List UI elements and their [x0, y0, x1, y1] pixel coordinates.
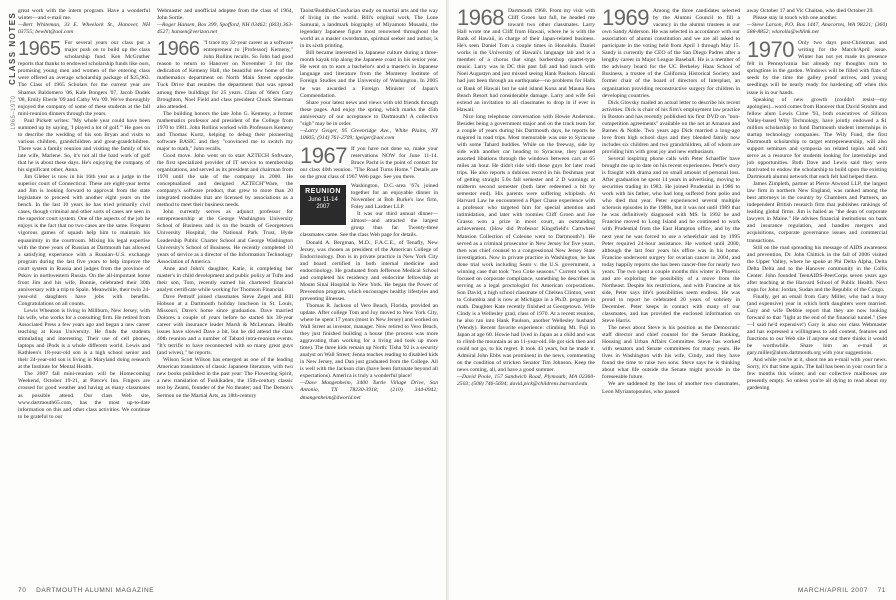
note-paragraph: Jim Gleber is now in his 16th year as a judge in the superior court of Connecticut. These are eight-year terms and Jim is looking forward to approval from the state legislature to proceed with another eight years on the bench. In the last 10 years he has tried primarily civil cases, though criminal and other sorts of cases are seen in the superior court system. One of the aspects of the job he enjoys is the fact that no two cases are the same. Frequent vigorous games of squash help him to maintain his equanimity in the courtroom. Mixing his legal expertise with the three years of Russian at Dartmouth has allowed a satisfying experience with a Russian–U.S. exchange program during the last five years to help improve the court system in Russia and judges from the province of Pskov in northwestern Russia. On the all-important home front Jim and his wife, Bonnie, celebrated their 30th anniversary with a trip to Spain. Meanwhile, their twin 24-year-old daughters have jobs with benefits. Congratulations on all counts.	[18, 174, 150, 307]
col-intro: Webmaster and unofficial adoptee from the class of 1964, John Sortie.	[157, 8, 293, 22]
note-paragraph: The news about Steve is his position as the Democratic staff director and chief counsel for the Senate Banking, Housing and Urban Affairs Committee. Steve has worked with senators and Senate committees for many years. He lives in Washington with his wife, Cindy, and they have found the time to raise two sons. Steve says he is thinking about what life outside the Senate might provide in the foreseeable future.	[602, 325, 740, 381]
class-secretary-signature: —Larry Geiger, 95 Greenridge Ave., White Plains, NY 10605; (914) 761-2709; lgeiger@aol.com	[300, 127, 438, 141]
note-paragraph: Please stay in touch with one another.	[753, 15, 838, 22]
class-year-heading: 1968	[457, 8, 504, 30]
right-col-1	[457, 8, 595, 576]
note-paragraph: It was our third annual dinner—almost—and attracted the largest group thus far. Twenty-three classmates came. See the class Web page for details.	[300, 211, 438, 239]
reunion-badge	[300, 185, 346, 225]
class-year-heading: 1967	[300, 142, 347, 168]
note-paragraph: Still on the road spreading his message of AIDS awareness and prevention, Dr. John Chittick in the fall of 2006 visited the Upper Valley, where he spoke at Phi Delta Alpha, Delta Delta Delta and to the Hanover community in the Collis Center. John founded TeenAIDS-PeerCorps seven years ago after teaching at the Harvard School of Public Health. Next stops for John: Jordan, Sudan and the Republic of the Congo.	[747, 244, 887, 293]
class-secretary-signature: —Bert Whiteman, 33 E. Wheelock St., Hanover, NH 03755; bewhit@aol.com	[18, 22, 150, 36]
right-col-3	[747, 8, 887, 576]
note-paragraph: Lewis Wheaton is living in Millburn, New Jersey, with his wife, who works for a consulting firm. He retired from Associated Press a few years ago and began a new career teaching at Kean University. He finds the students stimulating and interesting. Their use of cell phones, laptops and iPods is a whole different world. Lewis and Kathleen's 18-year-old son is a high school senior and their 24-year-old son is living in Maryland doing research at the Institute for Mental Health.	[18, 307, 150, 371]
note-paragraph: John currently serves as adjunct professor for entrepreneurship at the George Washington University School of Business and is on the boards of Georgetown University Hospital, the National Park Trust, Hyde Leadership Public Charter School and George Washington University's School of Business. He recently completed 10 years of service as a director of the Information Technology Association of America.	[157, 209, 293, 265]
class-notes-sidebar	[0, 10, 17, 290]
class-secretary-signature: —Dave Mangenheim, 3400 Turtle Village Drive, San Antonio, TX 78230-3918; (210) 344-0942; dmangenheim@dworld.net	[300, 380, 438, 401]
class-lead-paragraph: Dartmouth 1968. From my visit with Cliff Groen last fall, he headed me toward two other classmates. Larry Hall wrote me and Cliff from Hawaii, where he is with the Bank of Hawaii, in charge of their Japan-related business. He's seen Daniel Tom a couple times in Honolulu. Daniel works in the University of Hawaii's language lab and is a member of a chorus that sings barbershop quartet-type music. Larry was in DC this past fall and had lunch with Noel Augustyn and just missed seeing Hank Paulson. Hawaii had just been through an earthquake—no problems for Halls or Bank of Hawaii but he said island Kona and Mauna Kea Beach Resort had considerable damage. Larry and wife Sol extend an invitation to all classmates to drop in if ever in Hawaii.	[457, 8, 595, 113]
note-paragraph: Dick Glovsky mailed an actual letter to describe his recent activities. Dick is chair of his firm's employment law practice in Boston and has recently published his first DVD on "non-competition agreements" available on the net at Amazon and Barnes & Noble. Two years ago Dick married a long-ago love from high school days and they blended family now includes six children and two grandchildren, all of whom are providing him with great joy and new enthusiasm.	[602, 99, 740, 155]
reunion-year: 2007	[316, 204, 330, 211]
page-number: 71	[877, 587, 886, 594]
note-paragraph: The 2007 fall mini-reunion will be Homecoming Weekend, October 19-21, at Pierce's Inn. Fingers are crossed for good weather and having as many classmates as possible attend. Our class Web site, www.dartmouth65.com, has the most up-to-date information on this and other class activities. We continue to be grateful to our	[18, 371, 150, 420]
note-paragraph: Good move. John went on to start AZTECH Software, the first specialized provider of IT service to membership organizations, and served as its president and chairman from 1970 until the sale of the company in 2000. He conceptualized and designed AZTECH"Ware, the company's software product, that grew to more than 20 integrated modules that are licensed by associations as a method to meet their business needs.	[157, 152, 293, 209]
left-col-3	[300, 8, 438, 576]
sidebar-years: 1965–1970	[11, 95, 17, 130]
class-lead-paragraph: For several years our class put a major push on to build up the class scholarship fund. Ken McGruther reports that thanks to endowed scholarship funds like ours, promising young men and women of the entering class were offered an average scholarship package of $25,963. The Class of 1965 Scholars for the current year are Shamus Baldomero '06, Kale Bongers '07, Jacob Dudek '08, Emily Eberle '09 and Cathy Wu '09. We've thoroughly enjoyed the company of some of these students at the fall mini-reunion dinners through the years.	[18, 40, 150, 117]
note-paragraph: Paul Pickett writes: "My whole year could have been summed up by saying, 'I played a lot of golf.'" He goes on to describe the wedding of his son Bryan and visits to various children, grandchildren and great-grandchildren. There was a family reunion and visiting the family of his late wife, Marlene. So, it's not all the hard work of golf that he is about these days. He's enjoying the company of his significant other, Anna.	[18, 117, 150, 174]
class-secretary-signature: —David Poole, 157 Sandwich Road, Plymouth, MA 02360-2503; (508) 746-5694; david.pick@childrens.harvard.edu	[457, 374, 595, 388]
col-intro: great work with the intern program. Have a wonderful winter—and e-mail me.	[18, 8, 150, 22]
note-paragraph: James Zimpleth, partner at Pierce Atwood LLP, the largest law firm in northern New England, was ranked among the best attorneys in the country by Chambers and Partners, an independent British research firm that publishes rankings of leading global firms. Jim is hailed as "the dean of corporate lawyers in Maine." He advises financial institutions on bank and insurance regulation, and handles mergers and acquisitions, corporate governance issues and commercial transactions.	[747, 181, 887, 244]
class-lead-paragraph: Among the three candidates selected by the Alumni Council to fill a vacancy in the alumni trustees is our own Sandy Alderson. He was selected in accordance with our association of alumni constitution and we are all asked to participate in the voting held from April 1 through May 15. Sandy is currently the CEO of the San Diego Padres after a lengthy career in Major League Baseball. He is a member of the advisory board for the UC Berkeley Haas School of Business, a trustee of the California Historical Society and former chair of the board of directors of Interplast, an organization providing reconstructive surgery for children in developing countries.	[602, 8, 740, 99]
note-paragraph: Anne and John's daughter, Katie, is completing her master's in child development and public policy at Tufts and their son, Tom, recently earned his chartered financial analyst certificate while working for Thomson Financial.	[157, 265, 293, 293]
sidebar-label: CLASS NOTES	[8, 11, 17, 85]
note-paragraph: Washington, D.C.-area '67s joined together for an enjoyable dinner in November at Bob Burke's law firm, Foley and Lardner LLP.	[351, 183, 438, 211]
right-page	[449, 0, 896, 600]
magazine-title: DARTMOUTH ALUMNI MAGAZINE	[36, 587, 155, 594]
note-paragraph: Dave Pettrolf joined classmates Steve Zegel and Bill Hobson at a Dartmouth holiday luncheon in St. Louis, Missouri, Dave's home since graduation. Dave married Dolores a couple of years before he started his 30-year career with insurance leader Marsh & McLennan. Health issues have slowed Dave a bit, but he did attend the class 40th reunion and a number of Tabard intra-reunion events. "It's terrific to have reconnected with so many great guys (and wives)," he reports.	[157, 293, 293, 357]
note-paragraph: The building honors the late John G. Kemeny, a former mathematics professor and president of the College from 1970 to 1981. John Rollins worked with Professors Kemeny and Thomas Kurtz, helping to debug their pioneering software BASIC and they "convinced me to switch my major to math," John recalls.	[157, 110, 293, 152]
class-lead-paragraph: Only two days post-Christmas and writing for the March/April issue. Winter has not yet made its presence felt in Pennsylvania but already my thoughts turn to springtime in the garden. Windows will be filled with flats of seeds by the time the galley proof arrives, and young seedlings will be nearly ready for hardening off when this issue is in our hands.	[747, 40, 887, 96]
class-secretary-signature: —Steve Larson, P.O. Box 1447, Anacortes, WA 98221; (360) 588-8852; wlarolla@whlink.net	[747, 22, 887, 36]
class-year-heading: 1965	[18, 38, 61, 61]
note-paragraph: Taoist/Buddhist/Confucian study on martial arts and the way of living in the world. Bill's original work, The Lone Samurai, a landmark biography of Miyamoto Musashi, the legendary Japanese figure most renowned throughout the world as a master swordsman, spiritual seeker and author, is in its sixth printing.	[300, 8, 438, 50]
left-page	[0, 0, 447, 600]
note-paragraph: Wilson Scott Wilson has emerged as one of the leading American translators of classic Japanese literature, with two new books published in the past year: The Flowering Spirit, a new translation of Fushikaden, the 15th-century classic text by Zeami, founder of the No theater; and The Demon's Sermon on the Martial Arts, an 18th-century	[157, 357, 293, 399]
note-paragraph: Finally, get an email from Gary Miller, who had a busy (and expensive) year in which both daughters were married. Gary and wife Debbie report that they are now looking forward to that "light at the end of the financial tunnel." (See—I said he'd expensive!) Gary is also our class Webmaster and has expressed a willingness to add content, features and functions to our Web site if anyone out there thinks it would be worthwhile. Share him an e-mail at gary.miller@alum.dartmouth.org with your suggestions.	[747, 293, 887, 357]
right-folio	[798, 587, 886, 594]
issue-date: MARCH/APRIL 2007	[797, 587, 868, 594]
class-lead-paragraph: "I trace my 32-year career as a software entrepreneur to [Professor] Kemeny," John Rollins recalls. So John had good reason to return to Hanover on November 3 for the dedication of Kemeny Hall, the beautiful new home of the mathematics department on North Main Street opposite Tuck Drive that reunites the department that was spread among three buildings for 25 years. Class of '66ers Gary Broughton, Noel Field and class president Chuck Sherman also attended.	[157, 40, 293, 110]
left-col-1	[18, 8, 150, 576]
class-year-heading: 1969	[602, 8, 649, 30]
class-secretary-signature: —Roger Hansen, Box 399, Spofford, NH 03462; (603) 363-4527; hansen@verizon.net	[157, 22, 293, 36]
left-col-2	[157, 8, 293, 576]
note-paragraph: Nice long telephone conversation with Howie Anderson. Besides being a government major and on the track team for a couple of years during his Dartmouth days, he reports he majored in road trips. Most memorable was one to Syracuse with some Tabard buddies. While on the freeway, side by side with another car heading to Syracuse, they passed assorted libations through the windows between cars at 65 miles an hour. He didn't ride with those guys for later road trips. He also reports a dubious record in his freshman year of getting straight 5.0s fall semester and 2 D warnings at midterm second semester (both later redeemed a bit by semester end). His parents were suffering whiplash. At Harvard Law he encountered a Piper Chase experience with a professor who targeted him for special attention and intimidation, and later with roomies Cliff Groen and Joe Grasso won a prize in moot court, an outstanding achievement. (How did Professor Kingsfield's Cartwheel Mansion Collection of Coleone went to Dartmouth?). He served as a criminal prosecutor in New Jersey for five years, then was chief counsel to a congressional New Jersey State investigation. Now in private practice in Washington, he has done trial work including Sears v. the U.S. government, a winning case that took "two Coke seasons." Current work is focused on corporate compliance, something he describes as serving as a legal proctologist for American corporations. Son David, a high school classmate of Chelsea Clinton, went to Columbia and is now at Michigan in a Ph.D. program in math. Daughter Kate recently finished at Georgetown. Wife Cindy is a Wellesley grad, class of 1970. At a recent reunion, he also ran into Hank Paulson, another Wellesley husband (Wendy). Recent favorite experience: climbing Mt. Fuji in Japan at age 60. Howie had lived in Japan as a child and was to climb the mountain as an 11-year-old. He got sick then and could not go, to his regret. It took 43 years, but he made it. Admiral John Ebbs was prominent in the news, commenting on the condition of stricken Senator Tim Johnson. Keep the news coming, all, and have a good summer.	[457, 113, 595, 374]
reunion-dates: June 11-14	[308, 197, 338, 204]
class-year-heading: 1970	[747, 37, 794, 63]
page-number: 70	[18, 587, 27, 594]
left-folio	[18, 587, 154, 594]
note-paragraph: We are saddened by the loss of another two classmates, Leon Myriantopoulos, who passed	[602, 381, 740, 395]
note-paragraph: Donald A. Bergman, M.D., F.A.C.E., of Tenafly, New Jersey, was chosen as president of the American College of Endocrinology. Don is in private practice in New York City and board certified in both internal medicine and endocrinology. He graduated from Jefferson Medical School and completed his residency and endocrine fellowship at Mount Sinai Hospital in New York. He began the Power of Prevention program, which encourages healthy lifestyles and preventing illnesses.	[300, 239, 438, 302]
note-paragraph: Thomas R. Jackson of Vero Beach, Florida, provided an update. After college Tom and Joy moved to New York City, where he spent 17 years (most in New Jersey) and worked on Wall Street as investor, manager. Now retired to Vero Beach, they just finished building a house (the process was more aggravating than working for a living and took up more time). The three kids remain up North: Tisha '92 is a security analyst on Wall Street; Jenna teaches reading to disabled kids in New Jersey, and Dan just graduated from the College. All is well with the Jackson clan (have been fortunate beyond all expectations). America is truly a wonderful place!	[300, 302, 438, 380]
note-paragraph: Bill became interested in Japanese culture during a three-month kayak trip along the Japanese coast in his senior year. He went on to earn a bachelor's and a master's in Japanese language and literature from the Monterey Institute of Foreign Studies and the University of Washington. In 2005 he was awarded a Foreign Minister of Japan's Commendation.	[300, 50, 438, 99]
note-paragraph: Share your latest news and views with old friends through these pages. And enjoy the spring, which marks the 45th anniversary of our acceptance to Dartmouth! A collective "sigh" may be in order.	[300, 99, 438, 127]
class-year-heading: 1966	[157, 38, 200, 61]
class-lead-paragraph: If you have not done so, make your reservations NOW for June 11-14. Bruce Pacht is the point of contact for our class 40th reunion. "The Road Turns Home." Details are on the great class of 1967 Web page. See you there.	[300, 145, 438, 181]
note-paragraph: Speaking of new growth (couldn't resist—my apologies)...word comes from Hanover that David Strohm and fellow alum Lewis Cirne '93, both executives of Silicon Valley-based Wily Technology, have jointly endowed a $1 million scholarship to fund Dartmouth student internships in startup technology companies. The Wily Fund, the first Dartmouth scholarship to target entrepreneurship, will also support seminars and symposia on related topics and will serve as a resource for students looking for internships and job opportunities. Both Dave and Lewis said they were motivated to endow the scholarship to build upon the existing Dartmouth alumni network that each felt had helped them.	[747, 96, 887, 181]
right-col-2	[602, 8, 740, 576]
col-intro: away October 17 and Vic Chaitan, who died October 29.	[747, 8, 874, 14]
note-paragraph: And while you're at it, shoot me an e-mail with your news. Sorry, it's that time again. The ball has been in your court for a few months this winter, and our collective mailboxes are presently empty. So unless you're all dying to read about my gardening	[747, 357, 887, 392]
reunion-title: REUNION	[305, 188, 341, 196]
note-paragraph: Several inspiring phone calls with Peter Schaeffer have brought me up to date on his recent experiences. Peter's story is fraught with drama and no small amount of personal loss. After graduation he spent 14 years in advertising, moving to securities trading in 1983. He joined Prudential in 1986 to work with his father, who had long suffered from polio and who died that year. Peter experienced several multiple sclerosis episodes in the 1980s, but it was not until 1989 that he was definitively diagnosed with MS. In 1992 he and Francine moved to Long Island and he continued to work with Prudential from the East Hampton office, and by the next year he was forced to use a wheelchair and by 1995 Peter required 24-hour assistance. He worked until 2000, although the last four years his office was in his home. Francine underwent surgery for ovarian cancer in 2004, and today happily reports she has been cancer-free for nearly two years. The two spent a couple months this winter in Phoenix and are exploring the possibility of a move from the Northeast. Despite his restrictions, and with Francine at his side, Peter says life's possibilities seem endless. He was proud to report he celebrated 20 years of sobriety in December. Peter keeps in contact with many of our classmates, and has provided the enclosed information on Steve Harris.	[602, 155, 740, 325]
